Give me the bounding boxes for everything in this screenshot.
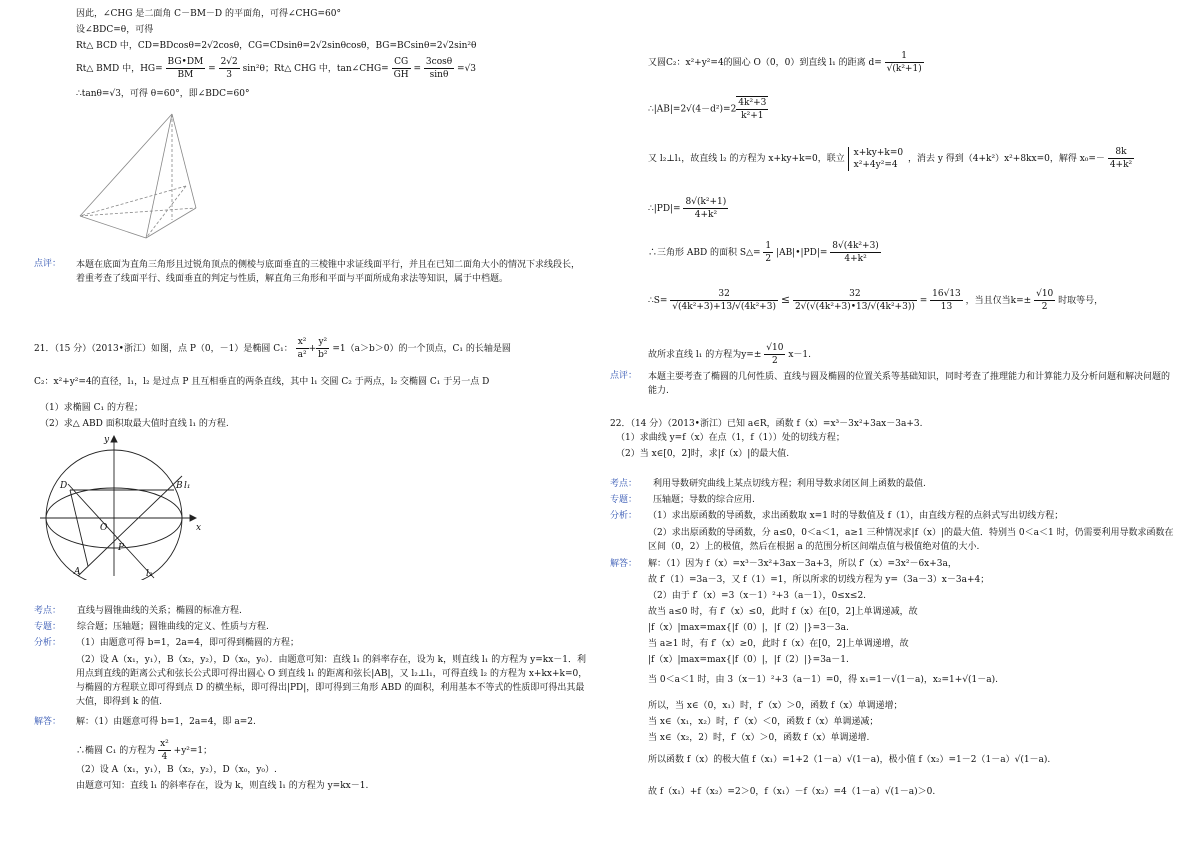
frac-num: √10 [1036,289,1054,299]
r-dianping-text: 本题主要考查了椭圆的几何性质、直线与圆及椭圆的位置关系等基础知识，同时考查了推理能力和计算能力及分析问题和解决问题的能力. [648,372,1171,396]
right-column [608,0,1180,849]
q21-line4: （2）求△ ABD 面积取最大值时直线 l₁ 的方程. [40,419,229,429]
r7a: 故所求直线 l₁ 的方程为y=± [648,350,762,360]
frac-num: 8√(4k²+3) [832,241,879,251]
dianping-text: 本题在底面为直角三角形且过锐角顶点的侧棱与底面垂直的三棱锥中求证线面平行，并且在已知二面角大小的情况下求线段长，着重考查了线面平行、线面垂直的判定与性质，解直角三角形和平面与平面所成角求法等知识，属于中档题。 [76,260,581,284]
frac-den: k²+1 [741,111,764,121]
ellipse-frac-x [296,336,309,361]
edge [80,114,172,216]
p20-l4d: = [413,64,422,74]
frac [830,240,881,265]
r6d: ，当且仅当k=± [965,296,1032,306]
r-jieda-t3: （2）由于 f′（x）=3（x－1）²+3（a－1），0≤x≤2. [648,591,867,601]
p20-l4c: sin²θ；Rt△ CHG 中，tan∠CHG= [242,64,389,74]
r-line1 [648,50,924,75]
frac-num: 8√(k²+1) [685,197,727,207]
r1a: 又圆C₂：x²+y²=4的圆心 O（0，0）到直线 l₁ 的距离 d= [648,58,882,68]
edge [80,208,196,216]
frac-num: CG [392,56,411,69]
plus: + [308,344,317,354]
r5b: |AB|•|PD|= [776,248,828,258]
label: 解答： [610,559,638,569]
p20-l4b: = [208,64,216,74]
label: 点评： [34,259,62,269]
frac-num: 32 [670,288,778,301]
left-column [30,0,590,849]
frac-num: 32 [793,288,917,301]
edge [146,208,196,238]
point-d-label: D [60,481,68,491]
frac-den: 2 [1041,302,1048,312]
r-fenxi-t2: （2）求出原函数的导函数，分 a≤0，0＜a＜1，a≥1 三种情况求|f（x）|的最大值．特别当 0＜a＜1 时，仍需要利用导数求函数在区间（0，2）上的极值，然后在根据 a 的范围分析区间端点值与极值绝对值的大小. [648,528,1174,552]
r4a: ∴|PD|= [648,204,681,214]
frac [670,288,778,313]
label: 考点： [610,479,638,489]
text: 利用导数研究曲线上某点切线方程；利用导数求闭区间上函数的最值. [653,479,926,489]
frac-den: √(k²+1) [886,64,922,74]
label: 点评： [610,371,638,381]
edge [146,186,186,238]
frac-den: 4+k² [1109,160,1133,170]
p20-line2: 设∠BDC=θ，可得 [76,25,154,35]
frac [793,288,917,313]
p20-l4e: =√3 [457,64,477,74]
frac-num: 4k²+3 [738,98,767,108]
r-line5 [648,240,881,265]
r5a: ∴三角形 ABD 的面积 S△= [648,248,761,258]
frac-num: x² [160,739,169,749]
jieda-t2 [76,738,212,763]
q22-line3: （2）当 x∈[0，2]时，求|f（x）|的最大值. [616,449,790,459]
r-jieda-t9: 所以，当 x∈（0，x₁）时，f′（x）＞0，函数 f（x）单调递增； [648,701,903,711]
r-jieda-t5: |f（x）|max=max{|f（0）|，|f（2）|}=3－3a. [648,623,849,633]
r-jieda-t7: |f（x）|max=max{|f（0）|，|f（2）|}=3a－1. [648,655,849,665]
frac [764,342,785,367]
tan-fraction2 [424,56,454,81]
jieda-t4: 由题意可知：直线 l₁ 的斜率存在，设为 k，则直线 l₁ 的方程为 y=kx－1. [76,781,369,791]
dianping-label [34,258,61,270]
ellipse-frac-y [316,336,329,361]
t2a: ∴椭圆 C₁ 的方程为 [76,746,156,756]
line-l1-label: l₁ [184,481,191,491]
text: 直线与圆锥曲线的关系；椭圆的标准方程. [77,606,242,616]
frac-num: √10 [766,343,784,353]
frac-den: b² [318,350,328,360]
r-line6 [648,288,1103,313]
label: 考点： [34,606,62,616]
fenxi-t1: （1）由题意可得 b=1，2a=4，即可得到椭圆的方程； [76,638,299,648]
hg-fraction [166,56,206,81]
p20-line4 [76,56,476,81]
p20-l4a: Rt△ BMD 中，HG= [76,64,163,74]
r-fenxi-t1: （1）求出原函数的导函数，求出函数取 x=1 时的导数值及 f（1），由直线方程的点斜式写出切线方程； [648,511,1064,521]
q21-line3: （1）求椭圆 C₁ 的方程； [40,403,143,413]
line-l2 [68,484,154,578]
frac [158,738,171,763]
r6e: 时取等号， [1058,296,1104,306]
system [848,147,905,171]
r-fenxi-label [610,510,637,522]
r-line2 [648,96,768,122]
q22-line1: 22．（14 分）（2013•浙江）已知 a∈R，函数 f（x）=x³－3x²+3ax－3a+3. [610,419,923,429]
r7b: x－1. [788,350,811,360]
q22-line2: （1）求曲线 y=f（x）在点（1，f（1））处的切线方程； [616,433,845,443]
fenxi-label [34,637,61,649]
frac-num: BG•DM [167,57,204,67]
r2a: ∴|AB|=2√(4－d²)=2 [648,104,737,115]
r-jieda-t6: 当 a≥1 时，有 f′（x）≥0，此时 f（x）在[0，2]上单调递增，故 [648,639,909,649]
frac [930,288,963,313]
x-axis-arrow [190,515,196,521]
frac [885,50,924,75]
q21-l1b: =1（a＞b＞0）的一个顶点，C₁ 的长轴是圆 [332,344,511,354]
frac [736,96,768,122]
r6a: ∴S= [648,296,668,306]
frac-den: GH [393,70,409,80]
r-jieda-label [610,558,637,570]
edge [146,114,172,238]
p20-line1: 因此，∠CHG 是二面角 C－BM－D 的平面角，可得∠CHG=60° [76,9,341,19]
r-zhuanti [610,494,755,506]
frac-num: y² [316,336,329,349]
r-dianping-label [610,370,637,382]
fenxi-t2: （2）设 A（x₁，y₁），B（x₂，y₂），D（x₀，y₀）．由题意可知：直线 l₁ 的斜率存在，设为 k，则直线 l₁ 的方程为 y=kx－1．利用点到直线的距离公式和弦长公式即可得出圆心 O 到直线 l₁ 的距离和弦长|AB|，又 l₂⊥l₁，可得直线 l₂ 的方程为 x+kx+k=0，与椭圆的方程联立即可得到点 D 的横坐标，即可得出|PD|，即可得到三角形 ABD 的面积，利用基本不等式的性质即可得出其最大值，即得到 k 的值. [76,655,588,707]
frac [1108,146,1134,171]
axis-y-label: y [104,435,110,445]
r-line7 [648,342,811,367]
eq1: x+ky+k=0 [853,147,904,158]
frac-num: 8k [1108,146,1134,159]
frac-num: 3cosθ [425,57,453,67]
tan-fraction [392,56,411,81]
label: 专题： [34,622,62,632]
frac-num: 16√13 [932,289,961,299]
zhuanti [34,621,269,633]
r-jieda-t8: 当 0＜a＜1 时，由 3（x－1）²+3（a－1）=0，得 x₁=1－√(1－a)，x₂=1+√(1－a). [648,675,999,685]
frac-num: 1 [885,50,924,63]
point-a-label: A [74,567,81,577]
r3b: ，消去 y 得到（4+k²）x²+8kx=0，解得 x₀=－ [907,154,1105,164]
label: 分析： [34,638,62,648]
frac [763,240,773,265]
r-jieda-t10: 当 x∈（x₁，x₂）时，f′（x）＜0，函数 f（x）单调递减； [648,717,879,727]
frac-num: 2√2 [220,57,238,67]
r-jieda-t1: 解：（1）因为 f（x）=x³－3x²+3ax－3a+3，所以 f′（x）=3x²－6x+3a， [648,559,957,569]
y-axis-arrow [111,436,117,442]
r-line4 [648,196,728,221]
jieda-t1: 解：（1）由题意可得 b=1，2a=4，即 a=2. [76,717,256,727]
frac-den: 13 [940,302,953,312]
r-jieda-t13: 故 f（x₁）+f（x₂）=2＞0，f（x₁）－f（x₂）=4（1－a）√(1－a)＞0. [648,787,936,797]
r-jieda-t11: 当 x∈（x₂，2）时，f′（x）＞0，函数 f（x）单调递增. [648,733,870,743]
q21-line2: C₂：x²+y²=4的直径，l₁，l₂ 是过点 P 且互相垂直的两条直线，其中 l₁ 交圆 C₂ 于两点，l₂ 交椭圆 C₁ 于另一点 D [34,377,490,387]
origin-label: O [100,523,108,533]
frac-num: 1 [765,241,772,251]
jieda-label [34,716,61,728]
hg-fraction2 [219,56,240,81]
q21-l1a: 21．（15 分）（2013•浙江）如图，点 P（0，－1）是椭圆 C₁： [34,344,293,354]
frac-den: sinθ [429,70,449,80]
r-jieda-t2: 故 f′（1）=3a－3，又 f（1）=1，所以所求的切线方程为 y=（3a－3）x－3a+4； [648,575,990,585]
frac-den: 4 [161,752,168,762]
pyramid-figure [76,108,216,253]
r-line3 [648,146,1134,171]
text: 综合题；压轴题；圆锥曲线的定义、性质与方程. [77,622,269,632]
edge [80,186,186,216]
axis-x-label: x [196,523,202,533]
label: 解答： [34,717,62,727]
frac-den: 4+k² [694,210,718,220]
frac-den: 3 [226,70,233,80]
frac [1034,288,1055,313]
frac-den: √(4k²+3)+13/√(4k²+3) [672,302,776,312]
r6b: ≤ [780,293,791,306]
t2b: +y²=1； [173,746,213,756]
frac-den: 2 [771,356,778,366]
frac [683,196,728,221]
label: 分析： [610,511,638,521]
edge [80,216,146,238]
chord-da [70,490,88,566]
edge [172,114,196,208]
frac-den: a² [297,350,307,360]
r6c: = [919,296,928,306]
text: 压轴题；导数的综合应用. [653,495,755,505]
r-kaodian [610,478,926,490]
jieda-t3: （2）设 A（x₁，y₁），B（x₂，y₂），D（x₀，y₀）. [76,765,277,775]
frac-den: 4+k² [844,254,867,264]
r-jieda-t4: 故当 a≤0 时，有 f′（x）≤0，此时 f（x）在[0，2]上单调递减，故 [648,607,918,617]
label: 专题： [610,495,638,505]
p20-line5: ∴tanθ=√3，可得 θ=60°，即∠BDC=60° [76,89,250,99]
ellipse-circle-figure [34,430,204,580]
frac-den: 2 [765,254,772,264]
frac-den: BM [177,70,194,80]
r3a: 又 l₂⊥l₁，故直线 l₂ 的方程为 x+ky+k=0，联立 [648,154,845,164]
kaodian [34,605,242,617]
frac-den: 2√(√(4k²+3)•13/√(4k²+3)) [794,302,915,312]
p20-line3: Rt△ BCD 中，CD=BDcosθ=2√2cosθ，CG=CDsinθ=2√2sinθcosθ，BG=BCsinθ=2√2sin²θ [76,41,477,51]
line-l2-label: l₂ [146,569,153,579]
r-jieda-t12: 所以函数 f（x）的极大值 f（x₁）=1+2（1－a）√(1－a)，极小值 f（x₂）=1－2（1－a）√(1－a). [648,755,1051,765]
frac-num: x² [296,336,309,349]
eq2: x²+4y²=4 [853,159,898,170]
point-b-label: B [176,481,183,491]
q21-line1 [34,336,511,361]
point-p-label: P [118,543,125,553]
